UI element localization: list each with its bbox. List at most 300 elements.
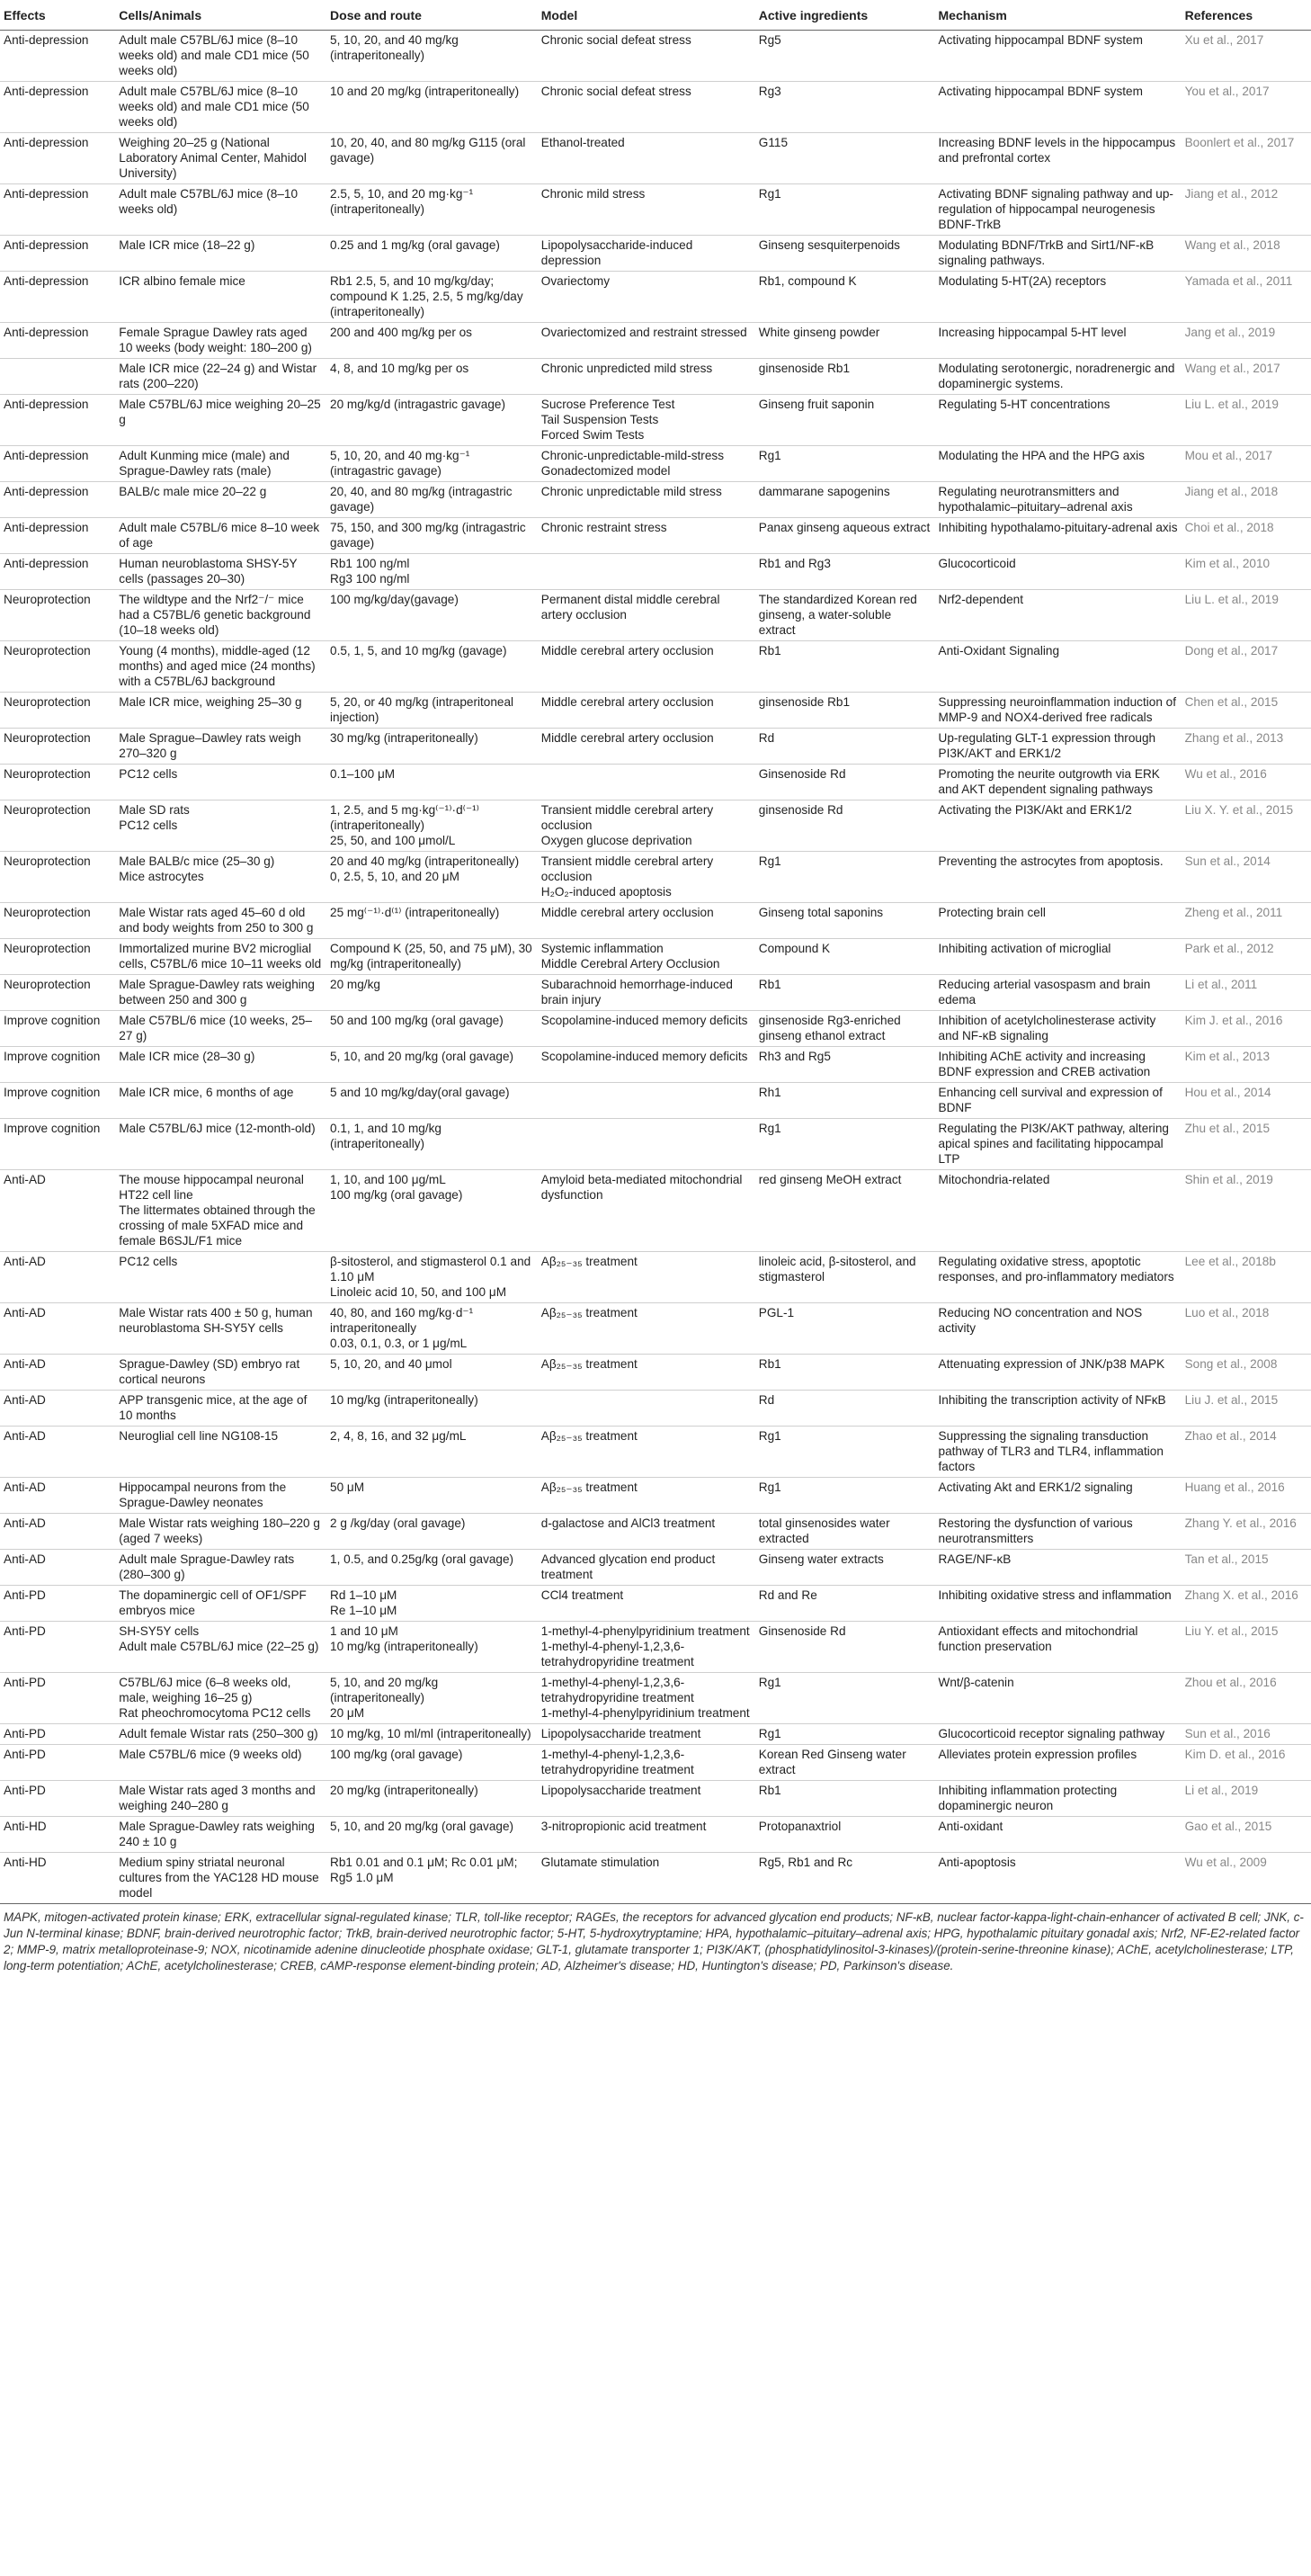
cell-dose-route: 20 mg/kg/d (intragastric gavage) xyxy=(326,395,538,446)
cell-effect: Anti-PD xyxy=(0,1745,115,1781)
cell-dose-route: 10 mg/kg (intraperitoneally) xyxy=(326,1391,538,1427)
cell-cells-animals: Adult male C57BL/6J mice (8–10 weeks old) and male CD1 mice (50 weeks old) xyxy=(115,82,326,133)
cell-model: Systemic inflammation Middle Cerebral Artery Occlusion xyxy=(538,939,755,975)
table-row xyxy=(0,133,1311,184)
cell-effect: Improve cognition xyxy=(0,1047,115,1083)
cell-cells-animals: PC12 cells xyxy=(115,765,326,801)
table-row xyxy=(0,1083,1311,1119)
cell-model xyxy=(538,554,755,590)
cell-model: Chronic social defeat stress xyxy=(538,31,755,82)
cell-model: Aβ₂₅₋₃₅ treatment xyxy=(538,1355,755,1391)
cell-model: Middle cerebral artery occlusion xyxy=(538,693,755,729)
cell-cells-animals: Adult male Sprague-Dawley rats (280–300 g) xyxy=(115,1550,326,1586)
cell-cells-animals: Medium spiny striatal neuronal cultures from the YAC128 HD mouse model xyxy=(115,1853,326,1904)
header-dose-route: Dose and route xyxy=(326,0,538,31)
cell-active-ingredients: Rh1 xyxy=(755,1083,935,1119)
cell-mechanism: Inhibition of acetylcholinesterase activity and NF-κB signaling xyxy=(935,1011,1182,1047)
table-row xyxy=(0,1622,1311,1673)
cell-model: Amyloid beta-mediated mitochondrial dysfunction xyxy=(538,1170,755,1252)
cell-cells-animals: The wildtype and the Nrf2⁻/⁻ mice had a C57BL/6 genetic background (10–18 weeks old) xyxy=(115,590,326,641)
cell-dose-route: 200 and 400 mg/kg per os xyxy=(326,323,538,359)
cell-mechanism: Activating hippocampal BDNF system xyxy=(935,31,1182,82)
cell-active-ingredients: The standardized Korean red ginseng, a water-soluble extract xyxy=(755,590,935,641)
cell-cells-animals: Male Wistar rats weighing 180–220 g (aged 7 weeks) xyxy=(115,1514,326,1550)
table-row xyxy=(0,323,1311,359)
table-row xyxy=(0,801,1311,852)
cell-dose-route: 1, 0.5, and 0.25g/kg (oral gavage) xyxy=(326,1550,538,1586)
cell-mechanism: Preventing the astrocytes from apoptosis. xyxy=(935,852,1182,903)
table-row xyxy=(0,395,1311,446)
cell-effect: Anti-PD xyxy=(0,1673,115,1724)
cell-mechanism: Modulating 5-HT(2A) receptors xyxy=(935,272,1182,323)
header-effects: Effects xyxy=(0,0,115,31)
cell-model: Aβ₂₅₋₃₅ treatment xyxy=(538,1252,755,1303)
cell-cells-animals: Male C57BL/6 mice (9 weeks old) xyxy=(115,1745,326,1781)
cell-active-ingredients: Korean Red Ginseng water extract xyxy=(755,1745,935,1781)
cell-cells-animals: Male ICR mice, 6 months of age xyxy=(115,1083,326,1119)
cell-mechanism: RAGE/NF-κB xyxy=(935,1550,1182,1586)
table-row xyxy=(0,641,1311,693)
cell-reference: Zhang Y. et al., 2016 xyxy=(1182,1514,1311,1550)
cell-effect: Anti-depression xyxy=(0,446,115,482)
cell-mechanism: Enhancing cell survival and expression of BDNF xyxy=(935,1083,1182,1119)
cell-mechanism: Activating Akt and ERK1/2 signaling xyxy=(935,1478,1182,1514)
table-row xyxy=(0,1550,1311,1586)
cell-dose-route: 1, 10, and 100 μg/mL 100 mg/kg (oral gavage) xyxy=(326,1170,538,1252)
cell-cells-animals: Young (4 months), middle-aged (12 months) and aged mice (24 months) with a C57BL/6J background xyxy=(115,641,326,693)
cell-dose-route: 5, 20, or 40 mg/kg (intraperitoneal injection) xyxy=(326,693,538,729)
cell-reference: Park et al., 2012 xyxy=(1182,939,1311,975)
cell-cells-animals: Male C57BL/6 mice (10 weeks, 25–27 g) xyxy=(115,1011,326,1047)
cell-model xyxy=(538,1391,755,1427)
cell-model: Aβ₂₅₋₃₅ treatment xyxy=(538,1427,755,1478)
cell-effect: Anti-depression xyxy=(0,272,115,323)
cell-reference: Kim et al., 2010 xyxy=(1182,554,1311,590)
cell-mechanism: Activating BDNF signaling pathway and up-regulation of hippocampal neurogenesis BDNF-TrkB xyxy=(935,184,1182,236)
cell-reference: Boonlert et al., 2017 xyxy=(1182,133,1311,184)
cell-model: Transient middle cerebral artery occlusion Oxygen glucose deprivation xyxy=(538,801,755,852)
cell-reference: Li et al., 2011 xyxy=(1182,975,1311,1011)
cell-model: 1-methyl-4-phenyl-1,2,3,6-tetrahydropyridine treatment xyxy=(538,1745,755,1781)
cell-cells-animals: Male ICR mice, weighing 25–30 g xyxy=(115,693,326,729)
cell-mechanism: Suppressing the signaling transduction pathway of TLR3 and TLR4, inflammation factors xyxy=(935,1427,1182,1478)
cell-active-ingredients: Rd xyxy=(755,729,935,765)
cell-mechanism: Inhibiting activation of microglial xyxy=(935,939,1182,975)
cell-cells-animals: Male Sprague–Dawley rats weigh 270–320 g xyxy=(115,729,326,765)
cell-active-ingredients: Rb1 xyxy=(755,641,935,693)
cell-cells-animals: BALB/c male mice 20–22 g xyxy=(115,482,326,518)
cell-effect: Anti-depression xyxy=(0,133,115,184)
table-row xyxy=(0,82,1311,133)
cell-effect: Neuroprotection xyxy=(0,939,115,975)
table-row xyxy=(0,1586,1311,1622)
cell-effect: Anti-AD xyxy=(0,1550,115,1586)
header-model: Model xyxy=(538,0,755,31)
cell-active-ingredients: Ginsenoside Rd xyxy=(755,765,935,801)
cell-cells-animals: Male Sprague-Dawley rats weighing between 250 and 300 g xyxy=(115,975,326,1011)
table-row xyxy=(0,518,1311,554)
table-row xyxy=(0,1170,1311,1252)
table-row xyxy=(0,1673,1311,1724)
cell-reference: Xu et al., 2017 xyxy=(1182,31,1311,82)
cell-effect: Anti-HD xyxy=(0,1817,115,1853)
cell-active-ingredients: Rg1 xyxy=(755,446,935,482)
cell-active-ingredients: Rg1 xyxy=(755,1673,935,1724)
cell-active-ingredients: G115 xyxy=(755,133,935,184)
cell-active-ingredients: Rd and Re xyxy=(755,1586,935,1622)
cell-dose-route: 5, 10, and 20 mg/kg (intraperitoneally) 20 μM xyxy=(326,1673,538,1724)
cell-effect: Anti-depression xyxy=(0,82,115,133)
cell-dose-route: 50 and 100 mg/kg (oral gavage) xyxy=(326,1011,538,1047)
cell-cells-animals: Female Sprague Dawley rats aged 10 weeks (body weight: 180–200 g) xyxy=(115,323,326,359)
cell-reference: Wang et al., 2017 xyxy=(1182,359,1311,395)
cell-model: Chronic unpredictable mild stress xyxy=(538,482,755,518)
cell-mechanism: Modulating BDNF/TrkB and Sirt1/NF-κB signaling pathways. xyxy=(935,236,1182,272)
cell-reference: Dong et al., 2017 xyxy=(1182,641,1311,693)
cell-model: Aβ₂₅₋₃₅ treatment xyxy=(538,1478,755,1514)
cell-effect: Neuroprotection xyxy=(0,801,115,852)
cell-reference: Lee et al., 2018b xyxy=(1182,1252,1311,1303)
cell-reference: You et al., 2017 xyxy=(1182,82,1311,133)
cell-model: Sucrose Preference Test Tail Suspension Tests Forced Swim Tests xyxy=(538,395,755,446)
cell-dose-route: Rd 1–10 μM Re 1–10 μM xyxy=(326,1586,538,1622)
cell-mechanism: Suppressing neuroinflammation induction of MMP-9 and NOX4-derived free radicals xyxy=(935,693,1182,729)
cell-cells-animals: Adult male C57BL/6 mice 8–10 week of age xyxy=(115,518,326,554)
cell-cells-animals: Immortalized murine BV2 microglial cells, C57BL/6 mice 10–11 weeks old xyxy=(115,939,326,975)
cell-reference: Li et al., 2019 xyxy=(1182,1781,1311,1817)
cell-cells-animals: SH-SY5Y cells Adult male C57BL/6J mice (22–25 g) xyxy=(115,1622,326,1673)
cell-mechanism: Nrf2-dependent xyxy=(935,590,1182,641)
table-row xyxy=(0,852,1311,903)
cell-active-ingredients: Ginseng fruit saponin xyxy=(755,395,935,446)
cell-active-ingredients: Rb1 xyxy=(755,1781,935,1817)
table-row xyxy=(0,1303,1311,1355)
cell-active-ingredients: Rh3 and Rg5 xyxy=(755,1047,935,1083)
cell-mechanism: Reducing NO concentration and NOS activity xyxy=(935,1303,1182,1355)
cell-effect: Neuroprotection xyxy=(0,903,115,939)
header-active-ingredients: Active ingredients xyxy=(755,0,935,31)
table-row xyxy=(0,765,1311,801)
cell-dose-route: 1 and 10 μM 10 mg/kg (intraperitoneally) xyxy=(326,1622,538,1673)
cell-mechanism: Inhibiting AChE activity and increasing BDNF expression and CREB activation xyxy=(935,1047,1182,1083)
cell-active-ingredients: Ginseng sesquiterpenoids xyxy=(755,236,935,272)
cell-cells-animals: Adult male C57BL/6J mice (8–10 weeks old) xyxy=(115,184,326,236)
cell-cells-animals: Human neuroblastoma SHSY-5Y cells (passages 20–30) xyxy=(115,554,326,590)
cell-dose-route: 2 g /kg/day (oral gavage) xyxy=(326,1514,538,1550)
cell-active-ingredients: Ginseng water extracts xyxy=(755,1550,935,1586)
cell-mechanism: Regulating 5-HT concentrations xyxy=(935,395,1182,446)
cell-cells-animals: The mouse hippocampal neuronal HT22 cell line The littermates obtained through the crossing of male 5XFAD mice and female B6SJL/F1 mice xyxy=(115,1170,326,1252)
cell-effect: Anti-AD xyxy=(0,1170,115,1252)
cell-cells-animals: Weighing 20–25 g (National Laboratory Animal Center, Mahidol University) xyxy=(115,133,326,184)
table-row xyxy=(0,272,1311,323)
cell-effect: Anti-PD xyxy=(0,1724,115,1745)
cell-mechanism: Inhibiting oxidative stress and inflammation xyxy=(935,1586,1182,1622)
cell-cells-animals: PC12 cells xyxy=(115,1252,326,1303)
header-mechanism: Mechanism xyxy=(935,0,1182,31)
table-row xyxy=(0,693,1311,729)
table-row xyxy=(0,446,1311,482)
cell-dose-route: 50 μM xyxy=(326,1478,538,1514)
cell-model: 3-nitropropionic acid treatment xyxy=(538,1817,755,1853)
cell-effect: Anti-depression xyxy=(0,482,115,518)
cell-active-ingredients: Rg1 xyxy=(755,1478,935,1514)
cell-mechanism: Activating hippocampal BDNF system xyxy=(935,82,1182,133)
cell-reference: Shin et al., 2019 xyxy=(1182,1170,1311,1252)
cell-effect: Anti-depression xyxy=(0,31,115,82)
cell-effect: Anti-depression xyxy=(0,236,115,272)
cell-active-ingredients: Rg1 xyxy=(755,1119,935,1170)
cell-reference: Liu Y. et al., 2015 xyxy=(1182,1622,1311,1673)
cell-model: Chronic mild stress xyxy=(538,184,755,236)
cell-mechanism: Antioxidant effects and mitochondrial function preservation xyxy=(935,1622,1182,1673)
cell-mechanism: Inhibiting inflammation protecting dopaminergic neuron xyxy=(935,1781,1182,1817)
cell-reference: Zhu et al., 2015 xyxy=(1182,1119,1311,1170)
cell-reference: Song et al., 2008 xyxy=(1182,1355,1311,1391)
cell-effect: Improve cognition xyxy=(0,1119,115,1170)
cell-dose-route: 5, 10, 20, and 40 μmol xyxy=(326,1355,538,1391)
cell-reference: Jiang et al., 2018 xyxy=(1182,482,1311,518)
cell-active-ingredients: Rg1 xyxy=(755,1427,935,1478)
cell-active-ingredients: red ginseng MeOH extract xyxy=(755,1170,935,1252)
cell-dose-route: 10, 20, 40, and 80 mg/kg G115 (oral gavage) xyxy=(326,133,538,184)
cell-reference: Wang et al., 2018 xyxy=(1182,236,1311,272)
cell-effect: Neuroprotection xyxy=(0,693,115,729)
cell-dose-route: 25 mg⁽⁻¹⁾·d⁽¹⁾ (intraperitoneally) xyxy=(326,903,538,939)
cell-dose-route: 0.25 and 1 mg/kg (oral gavage) xyxy=(326,236,538,272)
cell-dose-route: Rb1 2.5, 5, and 10 mg/kg/day; compound K 1.25, 2.5, 5 mg/kg/day (intraperitoneally) xyxy=(326,272,538,323)
cell-cells-animals: C57BL/6J mice (6–8 weeks old, male, weighing 16–25 g) Rat pheochromocytoma PC12 cells xyxy=(115,1673,326,1724)
cell-reference: Wu et al., 2009 xyxy=(1182,1853,1311,1904)
cell-reference: Yamada et al., 2011 xyxy=(1182,272,1311,323)
table-row xyxy=(0,729,1311,765)
cell-effect: Anti-AD xyxy=(0,1478,115,1514)
cell-effect: Neuroprotection xyxy=(0,590,115,641)
cell-effect: Anti-AD xyxy=(0,1303,115,1355)
table-row xyxy=(0,1514,1311,1550)
cell-model: Ethanol-treated xyxy=(538,133,755,184)
cell-mechanism: Anti-apoptosis xyxy=(935,1853,1182,1904)
cell-mechanism: Attenuating expression of JNK/p38 MAPK xyxy=(935,1355,1182,1391)
cell-reference: Liu L. et al., 2019 xyxy=(1182,395,1311,446)
table-row xyxy=(0,1724,1311,1745)
cell-cells-animals: Male Wistar rats aged 45–60 d old and body weights from 250 to 300 g xyxy=(115,903,326,939)
cell-reference: Liu X. Y. et al., 2015 xyxy=(1182,801,1311,852)
cell-mechanism: Up-regulating GLT-1 expression through PI3K/AKT and ERK1/2 xyxy=(935,729,1182,765)
cell-effect: Anti-PD xyxy=(0,1622,115,1673)
cell-effect: Improve cognition xyxy=(0,1083,115,1119)
cell-mechanism: Reducing arterial vasospasm and brain edema xyxy=(935,975,1182,1011)
cell-dose-route: 100 mg/kg (oral gavage) xyxy=(326,1745,538,1781)
cell-active-ingredients: Ginsenoside Rd xyxy=(755,1622,935,1673)
cell-effect: Anti-AD xyxy=(0,1427,115,1478)
table-row xyxy=(0,1853,1311,1904)
cell-effect: Anti-depression xyxy=(0,395,115,446)
cell-dose-route: 10 mg/kg, 10 ml/ml (intraperitoneally) xyxy=(326,1724,538,1745)
cell-reference: Sun et al., 2016 xyxy=(1182,1724,1311,1745)
cell-dose-route: 10 and 20 mg/kg (intraperitoneally) xyxy=(326,82,538,133)
cell-dose-route: 1, 2.5, and 5 mg·kg⁽⁻¹⁾·d⁽⁻¹⁾ (intraperitoneally) 25, 50, and 100 μmol/L xyxy=(326,801,538,852)
cell-mechanism: Glucocorticoid xyxy=(935,554,1182,590)
table-row xyxy=(0,1047,1311,1083)
cell-reference: Kim D. et al., 2016 xyxy=(1182,1745,1311,1781)
cell-reference: Zhou et al., 2016 xyxy=(1182,1673,1311,1724)
table-row xyxy=(0,939,1311,975)
cell-effect: Anti-PD xyxy=(0,1781,115,1817)
cell-reference: Zheng et al., 2011 xyxy=(1182,903,1311,939)
cell-active-ingredients: Rd xyxy=(755,1391,935,1427)
cell-mechanism: Increasing hippocampal 5-HT level xyxy=(935,323,1182,359)
cell-effect: Anti-AD xyxy=(0,1514,115,1550)
cell-dose-route: 75, 150, and 300 mg/kg (intragastric gavage) xyxy=(326,518,538,554)
cell-active-ingredients: Rg1 xyxy=(755,852,935,903)
cell-reference: Kim et al., 2013 xyxy=(1182,1047,1311,1083)
table-row xyxy=(0,359,1311,395)
cell-cells-animals: APP transgenic mice, at the age of 10 months xyxy=(115,1391,326,1427)
cell-active-ingredients: Compound K xyxy=(755,939,935,975)
cell-model: Ovariectomized and restraint stressed xyxy=(538,323,755,359)
cell-model: Middle cerebral artery occlusion xyxy=(538,641,755,693)
table-row xyxy=(0,1011,1311,1047)
cell-reference: Chen et al., 2015 xyxy=(1182,693,1311,729)
cell-model: Scopolamine-induced memory deficits xyxy=(538,1047,755,1083)
cell-cells-animals: Adult male C57BL/6J mice (8–10 weeks old) and male CD1 mice (50 weeks old) xyxy=(115,31,326,82)
table-row xyxy=(0,184,1311,236)
cell-model: Aβ₂₅₋₃₅ treatment xyxy=(538,1303,755,1355)
cell-active-ingredients: Rb1 xyxy=(755,975,935,1011)
header-cells-animals: Cells/Animals xyxy=(115,0,326,31)
table-row xyxy=(0,554,1311,590)
cell-cells-animals: The dopaminergic cell of OF1/SPF embryos mice xyxy=(115,1586,326,1622)
cell-effect: Neuroprotection xyxy=(0,852,115,903)
table-row xyxy=(0,482,1311,518)
cell-mechanism: Promoting the neurite outgrowth via ERK and AKT dependent signaling pathways xyxy=(935,765,1182,801)
cell-active-ingredients: ginsenoside Rg3-enriched ginseng ethanol extract xyxy=(755,1011,935,1047)
cell-active-ingredients: Rb1 and Rg3 xyxy=(755,554,935,590)
cell-model xyxy=(538,1119,755,1170)
cell-model: Chronic unpredicted mild stress xyxy=(538,359,755,395)
cell-cells-animals: Neuroglial cell line NG108-15 xyxy=(115,1427,326,1478)
cell-active-ingredients: Rg1 xyxy=(755,1724,935,1745)
cell-reference: Gao et al., 2015 xyxy=(1182,1817,1311,1853)
cell-reference: Huang et al., 2016 xyxy=(1182,1478,1311,1514)
cell-model: Permanent distal middle cerebral artery occlusion xyxy=(538,590,755,641)
cell-dose-route: 20 mg/kg xyxy=(326,975,538,1011)
cell-model: 1-methyl-4-phenyl-1,2,3,6-tetrahydropyridine treatment 1-methyl-4-phenylpyridinium treatment xyxy=(538,1673,755,1724)
table-row xyxy=(0,1781,1311,1817)
cell-effect: Neuroprotection xyxy=(0,641,115,693)
table-row xyxy=(0,1252,1311,1303)
cell-cells-animals: Sprague-Dawley (SD) embryo rat cortical neurons xyxy=(115,1355,326,1391)
cell-active-ingredients: Rg3 xyxy=(755,82,935,133)
table-row xyxy=(0,975,1311,1011)
cell-mechanism: Anti-Oxidant Signaling xyxy=(935,641,1182,693)
cell-active-ingredients: Rb1 xyxy=(755,1355,935,1391)
cell-effect: Neuroprotection xyxy=(0,765,115,801)
cell-dose-route: Rb1 0.01 and 0.1 μM; Rc 0.01 μM; Rg5 1.0 μM xyxy=(326,1853,538,1904)
cell-dose-route: 0.1, 1, and 10 mg/kg (intraperitoneally) xyxy=(326,1119,538,1170)
cell-mechanism: Glucocorticoid receptor signaling pathway xyxy=(935,1724,1182,1745)
cell-dose-route: Compound K (25, 50, and 75 μM), 30 mg/kg (intraperitoneally) xyxy=(326,939,538,975)
cell-effect: Neuroprotection xyxy=(0,975,115,1011)
table-row xyxy=(0,903,1311,939)
cell-dose-route: 5, 10, and 20 mg/kg (oral gavage) xyxy=(326,1047,538,1083)
table-row xyxy=(0,1355,1311,1391)
cell-dose-route: 2, 4, 8, 16, and 32 μg/mL xyxy=(326,1427,538,1478)
cell-effect: Neuroprotection xyxy=(0,729,115,765)
cell-mechanism: Regulating the PI3K/AKT pathway, altering apical spines and facilitating hippocampal LTP xyxy=(935,1119,1182,1170)
cell-model: Glutamate stimulation xyxy=(538,1853,755,1904)
cell-effect: Anti-depression xyxy=(0,323,115,359)
cell-mechanism: Regulating neurotransmitters and hypothalamic–pituitary–adrenal axis xyxy=(935,482,1182,518)
cell-mechanism: Mitochondria-related xyxy=(935,1170,1182,1252)
cell-dose-route: 5 and 10 mg/kg/day(oral gavage) xyxy=(326,1083,538,1119)
cell-reference: Zhang et al., 2013 xyxy=(1182,729,1311,765)
cell-dose-route: 30 mg/kg (intraperitoneally) xyxy=(326,729,538,765)
cell-mechanism: Restoring the dysfunction of various neurotransmitters xyxy=(935,1514,1182,1550)
cell-active-ingredients: Protopanaxtriol xyxy=(755,1817,935,1853)
cell-model: Middle cerebral artery occlusion xyxy=(538,729,755,765)
cell-cells-animals: Adult Kunming mice (male) and Sprague-Dawley rats (male) xyxy=(115,446,326,482)
cell-mechanism: Alleviates protein expression profiles xyxy=(935,1745,1182,1781)
cell-dose-route: 5, 10, and 20 mg/kg (oral gavage) xyxy=(326,1817,538,1853)
cell-cells-animals: Male Wistar rats 400 ± 50 g, human neuroblastoma SH-SY5Y cells xyxy=(115,1303,326,1355)
cell-active-ingredients: linoleic acid, β-sitosterol, and stigmasterol xyxy=(755,1252,935,1303)
cell-mechanism: Protecting brain cell xyxy=(935,903,1182,939)
cell-model: Ovariectomy xyxy=(538,272,755,323)
cell-cells-animals: Male BALB/c mice (25–30 g) Mice astrocytes xyxy=(115,852,326,903)
cell-active-ingredients: dammarane sapogenins xyxy=(755,482,935,518)
cell-mechanism: Anti-oxidant xyxy=(935,1817,1182,1853)
cell-model: Lipopolysaccharide-induced depression xyxy=(538,236,755,272)
cell-reference: Liu L. et al., 2019 xyxy=(1182,590,1311,641)
cell-cells-animals: Male C57BL/6J mice (12-month-old) xyxy=(115,1119,326,1170)
cell-mechanism: Modulating the HPA and the HPG axis xyxy=(935,446,1182,482)
cell-dose-route: 40, 80, and 160 mg/kg·d⁻¹ intraperitoneally 0.03, 0.1, 0.3, or 1 μg/mL xyxy=(326,1303,538,1355)
cell-active-ingredients: total ginsenosides water extracted xyxy=(755,1514,935,1550)
cell-cells-animals: Hippocampal neurons from the Sprague-Dawley neonates xyxy=(115,1478,326,1514)
cell-reference: Sun et al., 2014 xyxy=(1182,852,1311,903)
cell-reference: Choi et al., 2018 xyxy=(1182,518,1311,554)
cell-reference: Tan et al., 2015 xyxy=(1182,1550,1311,1586)
cell-effect: Anti-AD xyxy=(0,1391,115,1427)
cell-model: CCl4 treatment xyxy=(538,1586,755,1622)
cell-cells-animals: Male ICR mice (28–30 g) xyxy=(115,1047,326,1083)
cell-active-ingredients: ginsenoside Rd xyxy=(755,801,935,852)
cell-model xyxy=(538,1083,755,1119)
abbreviation-footnote: MAPK, mitogen-activated protein kinase; ERK, extracellular signal-regulated kinase; TLR, toll-like receptor; RAGEs, the receptors for advanced glycation end products; NF-κB, nuclear factor-kappa-light-chain-enhancer of activated B cell; JNK, c-Jun N-terminal kinase; BDNF, brain-derived neurotrophic factor; TrkB, brain-derived neurotrophic factor; 5-HT, 5-hydroxytryptamine; HPA, hypothalamic–pituitary–adrenal axis; HPG, hypothalamic pituitary gonadal axis; Nrf2, NF-E2-related factor 2; MMP-9, matrix metalloproteinase-9; NOX, nicotinamide adenine dinucleotide phosphate oxidase; GLT-1, glutamate transporter 1; PI3K/AKT, (phosphatidylinositol-3-kinases)/(protein-serine-threonine kinase); AChE, acetylcholinesterase; LTP, long-term potentiation; AChE, acetylcholinesterase; CREB, cAMP-response element-binding protein; AD, Alzheimer's disease; HD, Huntington's disease; PD, Parkinson's disease. xyxy=(4,1910,1304,1972)
cell-active-ingredients: PGL-1 xyxy=(755,1303,935,1355)
cell-reference: Zhang X. et al., 2016 xyxy=(1182,1586,1311,1622)
table-row xyxy=(0,1427,1311,1478)
table-row xyxy=(0,1817,1311,1853)
cell-active-ingredients: Rg5, Rb1 and Rc xyxy=(755,1853,935,1904)
cell-cells-animals: ICR albino female mice xyxy=(115,272,326,323)
cell-reference: Wu et al., 2016 xyxy=(1182,765,1311,801)
cell-dose-route: 20 mg/kg (intraperitoneally) xyxy=(326,1781,538,1817)
table-row xyxy=(0,236,1311,272)
cell-model: Lipopolysaccharide treatment xyxy=(538,1781,755,1817)
cell-active-ingredients: Ginseng total saponins xyxy=(755,903,935,939)
cell-dose-route: 5, 10, 20, and 40 mg·kg⁻¹ (intragastric gavage) xyxy=(326,446,538,482)
cell-cells-animals: Adult female Wistar rats (250–300 g) xyxy=(115,1724,326,1745)
cell-model: Middle cerebral artery occlusion xyxy=(538,903,755,939)
cell-dose-route: 100 mg/kg/day(gavage) xyxy=(326,590,538,641)
table-row xyxy=(0,1745,1311,1781)
cell-reference: Jang et al., 2019 xyxy=(1182,323,1311,359)
cell-active-ingredients: Rg5 xyxy=(755,31,935,82)
cell-effect: Anti-PD xyxy=(0,1586,115,1622)
